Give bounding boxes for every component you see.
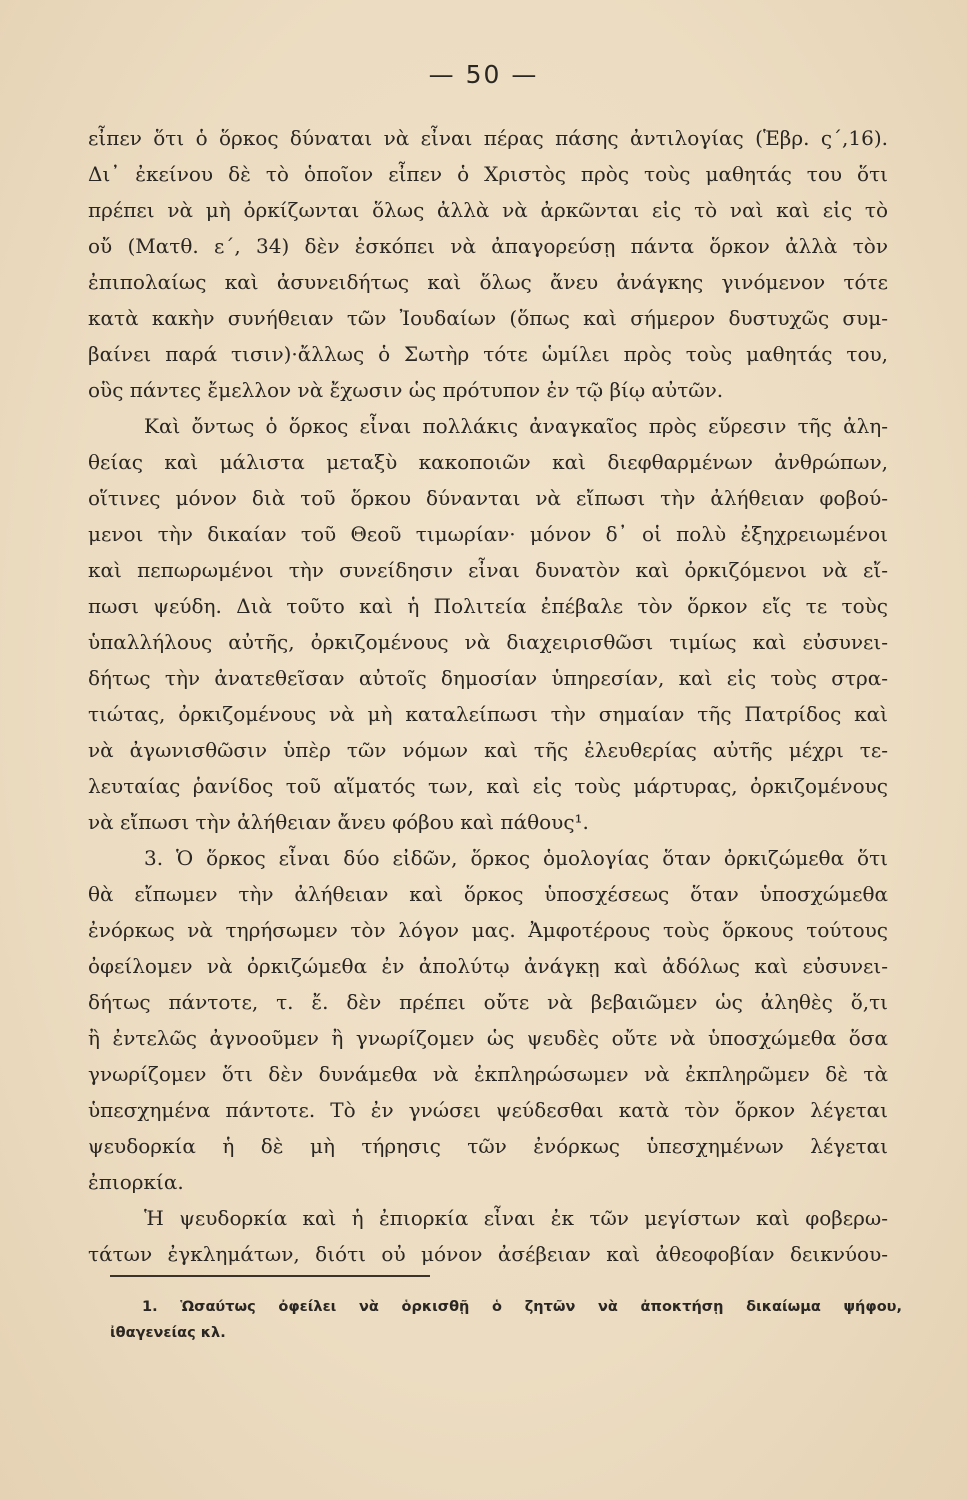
text-line: τιώτας, ὀρκιζομένους νὰ μὴ καταλείπωσι τὴν σημαίαν τῆς Πατρίδος καὶ <box>88 702 888 726</box>
text-line: Ἡ ψευδορκία καὶ ἡ ἐπιορκία εἶναι ἐκ τῶν μεγίστων καὶ φοβερω- <box>144 1206 888 1230</box>
section-3-heading-line: 3. Ὁ ὅρκος εἶναι δύο εἰδῶν, ὅρκος ὁμολογίας ὅταν ὀρκιζώμεθα ὅτι <box>144 846 888 870</box>
footnote-divider <box>110 1275 430 1277</box>
text-line: θείας καὶ μάλιστα μεταξὺ κακοποιῶν καὶ διεφθαρμένων ἀνθρώπων, <box>88 450 888 474</box>
page-number: — 50 — <box>428 60 539 89</box>
text-line: μενοι τὴν δικαίαν τοῦ Θεοῦ τιμωρίαν· μόνον δ᾿ οἱ πολὺ ἐξηχρειωμένοι <box>88 522 888 546</box>
text-line: ἐνόρκως νὰ τηρήσωμεν τὸν λόγον μας. Ἀμφοτέρους τοὺς ὅρκους τούτους <box>88 918 888 942</box>
text-line: ὑπαλλήλους αὐτῆς, ὀρκιζομένους νὰ διαχειρισθῶσι τιμίως καὶ εὐσυνει- <box>88 630 888 654</box>
text-line: δήτως τὴν ἀνατεθεῖσαν αὐτοῖς δημοσίαν ὑπηρεσίαν, καὶ εἰς τοὺς στρα- <box>88 666 888 690</box>
text-line: πρέπει νὰ μὴ ὀρκίζωνται ὅλως ἀλλὰ νὰ ἀρκῶνται εἰς τὸ ναὶ καὶ εἰς τὸ <box>88 198 888 222</box>
text-line: οὓς πάντες ἔμελλον νὰ ἔχωσιν ὡς πρότυπον ἐν τῷ βίῳ αὐτῶν. <box>88 378 724 402</box>
text-line: ἢ ἐντελῶς ἀγνοοῦμεν ἢ γνωρίζομεν ὡς ψευδὲς οὔτε νὰ ὑποσχώμεθα ὅσα <box>88 1026 888 1050</box>
text-line: νὰ ἀγωνισθῶσιν ὑπὲρ τῶν νόμων καὶ τῆς ἐλευθερίας αὐτῆς μέχρι τε- <box>88 738 888 762</box>
footnote-line: 1. Ὡσαύτως ὀφείλει νὰ ὁρκισθῇ ὁ ζητῶν νὰ ἀποκτήσῃ δικαίωμα ψήφου, <box>142 1299 902 1315</box>
text-line: δήτως πάντοτε, τ. ἔ. δὲν πρέπει οὔτε νὰ βεβαιῶμεν ὡς ἀληθὲς ὅ,τι <box>88 990 888 1014</box>
text-line: θὰ εἴπωμεν τὴν ἀλήθειαν καὶ ὅρκος ὑποσχέσεως ὅταν ὑποσχώμεθα <box>88 882 888 906</box>
footnote-line: ἰθαγενείας κλ. <box>110 1325 226 1341</box>
text-line: Δι᾿ ἐκείνου δὲ τὸ ὁποῖον εἶπεν ὁ Χριστὸς πρὸς τοὺς μαθητάς του ὅτι <box>88 162 888 186</box>
text-line: καὶ πεπωρωμένοι τὴν συνείδησιν εἶναι δυνατὸν καὶ ὀρκιζόμενοι νὰ εἴ- <box>88 558 888 582</box>
text-line: ψευδορκία ἡ δὲ μὴ τήρησις τῶν ἐνόρκως ὑπεσχημένων λέγεται <box>88 1134 888 1158</box>
text-line: λευταίας ῥανίδος τοῦ αἵματός των, καὶ εἰς τοὺς μάρτυρας, ὀρκιζομένους <box>88 774 888 798</box>
text-line: Καὶ ὄντως ὁ ὅρκος εἶναι πολλάκις ἀναγκαῖος πρὸς εὕρεσιν τῆς ἀλη- <box>144 414 888 438</box>
text-line: ὀφείλομεν νὰ ὀρκιζώμεθα ἐν ἀπολύτῳ ἀνάγκῃ καὶ ἀδόλως καὶ εὐσυνει- <box>88 954 888 978</box>
text-line: νὰ εἴπωσι τὴν ἀλήθειαν ἄνευ φόβου καὶ πάθους¹. <box>88 810 589 834</box>
text-line: εἶπεν ὅτι ὁ ὅρκος δύναται νὰ εἶναι πέρας πάσης ἀντιλογίας (Ἑβρ. ς΄,16). <box>88 126 888 150</box>
text-line: βαίνει παρά τισιν)·ἄλλως ὁ Σωτὴρ τότε ὡμίλει πρὸς τοὺς μαθητάς του, <box>88 342 888 366</box>
text-line: ὑπεσχημένα πάντοτε. Τὸ ἐν γνώσει ψεύδεσθαι κατὰ τὸν ὅρκον λέγεται <box>88 1098 888 1122</box>
text-line: ἐπιορκία. <box>88 1170 184 1194</box>
text-line: πωσι ψεύδη. Διὰ τοῦτο καὶ ἡ Πολιτεία ἐπέβαλε τὸν ὅρκον εἴς τε τοὺς <box>88 594 888 618</box>
text-line: κατὰ κακὴν συνήθειαν τῶν Ἰουδαίων (ὅπως καὶ σήμερον δυστυχῶς συμ- <box>88 306 888 330</box>
text-line: οἵτινες μόνον διὰ τοῦ ὅρκου δύνανται νὰ εἴπωσι τὴν ἀλήθειαν φοβού- <box>88 486 888 510</box>
text-line: γνωρίζομεν ὅτι δὲν δυνάμεθα νὰ ἐκπληρώσωμεν νὰ ἐκπληρῶμεν δὲ τὰ <box>88 1062 888 1086</box>
text-line: τάτων ἐγκλημάτων, διότι οὐ μόνον ἀσέβειαν καὶ ἀθεοφοβίαν δεικνύου- <box>88 1242 888 1266</box>
text-line: οὔ (Ματθ. ε΄, 34) δὲν ἐσκόπει νὰ ἀπαγορεύσῃ πάντα ὅρκον ἀλλὰ τὸν <box>88 234 888 258</box>
text-line: ἐπιπολαίως καὶ ἀσυνειδήτως καὶ ὅλως ἄνευ ἀνάγκης γινόμενον τότε <box>88 270 888 294</box>
